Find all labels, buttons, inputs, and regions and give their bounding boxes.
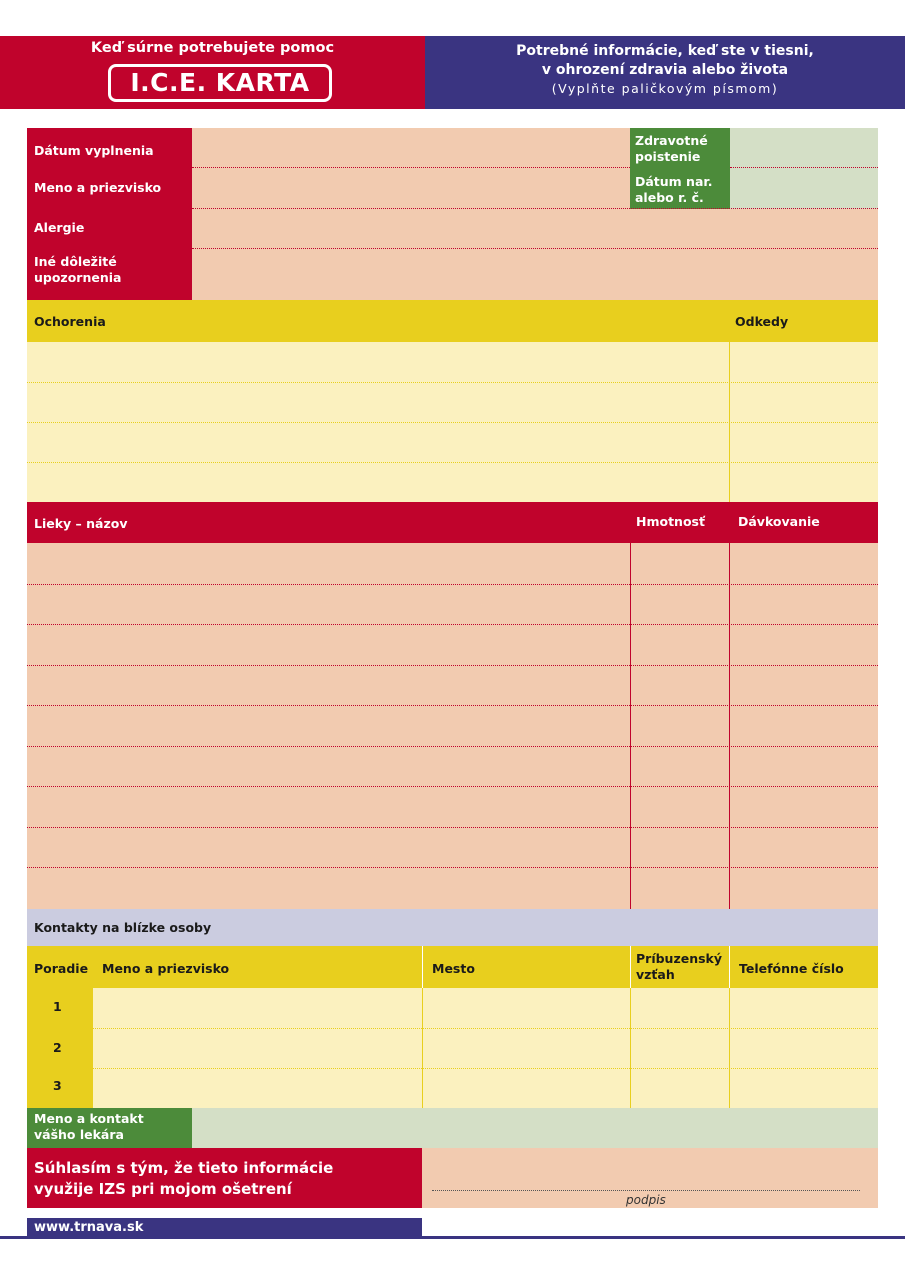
field-line	[27, 624, 878, 625]
field-line	[27, 382, 878, 383]
label-date-filled: Dátum vyplnenia	[34, 143, 154, 158]
field-line	[93, 1068, 878, 1069]
medications-name-header: Lieky – názov	[34, 516, 128, 531]
contacts-row-number: 2	[53, 1040, 62, 1055]
header-info	[425, 42, 905, 97]
label-allergies: Alergie	[34, 220, 85, 235]
doctor-field[interactable]	[192, 1108, 878, 1148]
signature-label: podpis	[626, 1193, 666, 1207]
contacts-city-header: Mesto	[432, 961, 475, 976]
column-divider	[630, 543, 631, 909]
header-tagline: Keď súrne potrebujete pomoc	[90, 40, 335, 56]
medications-dosage-header: Dávkovanie	[738, 514, 820, 529]
field-line	[27, 584, 878, 585]
field-line	[192, 248, 878, 249]
field-line	[192, 208, 878, 209]
header-info-line3: (Vyplňte paličkovým písmom)	[551, 81, 779, 96]
field-line	[93, 1028, 878, 1029]
consent-line2: využije IZS pri mojom ošetrení	[34, 1180, 292, 1198]
card-title-badge	[108, 64, 332, 102]
column-divider	[630, 988, 631, 1108]
field-line	[730, 167, 878, 168]
field-line	[27, 867, 878, 868]
field-line	[27, 786, 878, 787]
field-line	[27, 827, 878, 828]
label-other-warnings: Iné dôležité upozornenia	[34, 254, 122, 285]
contacts-phone-header: Telefónne číslo	[739, 961, 844, 976]
doctor-label: Meno a kontakt vášho lekára	[34, 1111, 144, 1142]
insurance-fields-area[interactable]	[730, 128, 878, 209]
contacts-section-title: Kontakty na blízke osoby	[34, 920, 212, 935]
label-insurance: Zdravotné poistenie	[635, 133, 708, 164]
consent-text	[34, 1158, 333, 1200]
column-divider	[729, 543, 730, 909]
signature-line	[432, 1190, 860, 1191]
contacts-row-number: 3	[53, 1078, 62, 1093]
footer-rule	[0, 1236, 905, 1239]
contacts-name-header: Meno a priezvisko	[102, 961, 230, 976]
contacts-relation-header: Príbuzenský vzťah	[636, 951, 723, 982]
field-line	[27, 705, 878, 706]
card-title: I.C.E. KARTA	[130, 68, 310, 97]
consent-line1: Súhlasím s tým, že tieto informácie	[34, 1159, 334, 1177]
field-line	[27, 665, 878, 666]
field-line	[27, 746, 878, 747]
contacts-order-header: Poradie	[34, 961, 89, 976]
column-divider	[630, 946, 631, 988]
medications-weight-header: Hmotnosť	[636, 514, 705, 529]
diseases-header: Ochorenia	[34, 314, 106, 329]
column-divider	[422, 946, 423, 988]
contacts-row-number: 1	[53, 999, 62, 1014]
footer-url[interactable]: www.trnava.sk	[34, 1220, 144, 1235]
column-divider	[422, 988, 423, 1108]
label-birth-date: Dátum nar. alebo r. č.	[635, 174, 713, 205]
header-info-line2: v ohrození zdravia alebo života	[541, 62, 789, 78]
column-divider	[729, 988, 730, 1108]
column-divider	[729, 946, 730, 988]
label-name: Meno a priezvisko	[34, 180, 162, 195]
field-line	[192, 167, 630, 168]
contacts-fields-area[interactable]	[93, 988, 878, 1108]
medications-fields-area[interactable]	[27, 543, 878, 909]
diseases-since-header: Odkedy	[735, 314, 789, 329]
header-info-line1: Potrebné informácie, keď ste v tiesni,	[516, 43, 814, 59]
field-line	[27, 422, 878, 423]
field-line	[27, 462, 878, 463]
